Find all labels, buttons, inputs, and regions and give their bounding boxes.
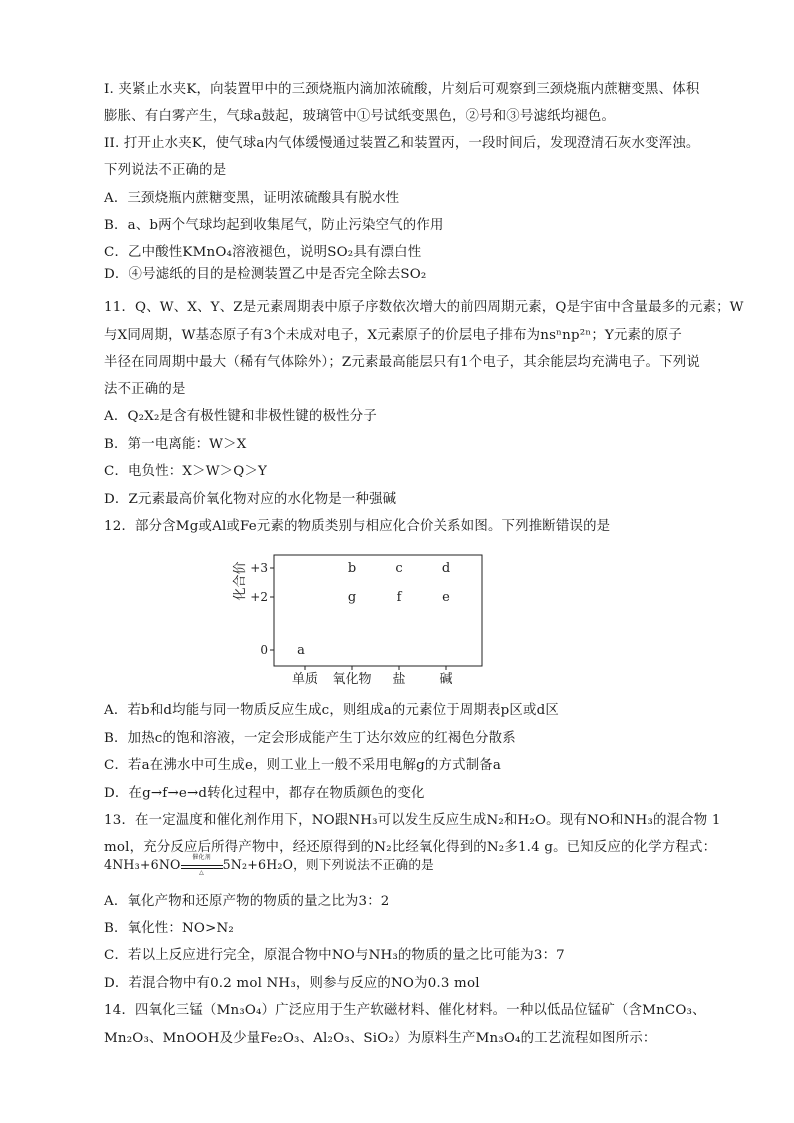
q10-option-d: D．④号滤纸的目的是检测装置乙中是否完全除去SO₂ (104, 267, 427, 282)
q13-option-c: C．若以上反应进行完全，原混合物中NO与NH₃的物质的量之比可能为3：7 (104, 948, 565, 963)
q10-option-c: C．乙中酸性KMnO₄溶液褪色，说明SO₂具有漂白性 (104, 245, 422, 260)
chart-point-g: g (347, 590, 357, 605)
equation-condition-bottom: △ (199, 868, 204, 876)
chart-point-b: b (347, 561, 357, 576)
q12-option-b: B．加热c的饱和溶液，一定会形成能产生丁达尔效应的红褐色分散系 (104, 731, 516, 746)
q13-option-a: A．氧化产物和还原产物的物质的量之比为3：2 (104, 894, 390, 909)
x-tick-label: 单质 (291, 672, 319, 687)
q13-line2: mol，充分反应后所得产物中，经还原得到的N₂比经氧化得到的N₂多1.4 g。已知反应的化学方程式： (104, 840, 717, 855)
y-tick-label: +2 (250, 590, 268, 604)
equation-arrow (181, 853, 223, 876)
equation-right: 5N₂+6H₂O，则下列说法不正确的是 (222, 857, 434, 872)
q12-option-c: C．若a在沸水中可生成e，则工业上一般不采用电解g的方式制备a (104, 758, 502, 773)
y-tick-label: 0 (260, 643, 268, 657)
q11-option-d: D．Z元素最高价氧化物对应的水化物是一种强碱 (104, 492, 397, 507)
equation-condition-top: 催化剂 (192, 853, 211, 861)
q14-line1: 14．四氧化三锰（Mn₃O₄）广泛应用于生产软磁材料、催化材料。一种以低品位锰矿（含MnCO₃、 (104, 1003, 706, 1018)
chart-point-a: a (297, 643, 305, 658)
q14-line2: Mn₂O₃、MnOOH及少量Fe₂O₃、Al₂O₃、SiO₂）为原料生产Mn₃O₄的工艺流程如图所示： (104, 1031, 657, 1046)
chart-frame (274, 555, 482, 666)
chart-point-d: d (441, 561, 451, 576)
q10-step1-line2: 膨胀、有白雾产生，气球a鼓起，玻璃管中①号试纸变黑色，②号和③号滤纸均褪色。 (104, 109, 616, 124)
q11-line3: 半径在同周期中最大（稀有气体除外）；Z元素最高能层只有1个电子，其余能层均充满电子。下列说 (104, 355, 700, 370)
y-axis-label: 化合价 (233, 561, 248, 601)
q13-option-b: B．氧化性：NO>N₂ (104, 921, 234, 936)
chart-point-c: c (395, 561, 403, 576)
q11-option-c: C．电负性：X＞W＞Q＞Y (104, 464, 268, 479)
chart-point-e: e (442, 590, 450, 605)
q11-line4: 法不正确的是 (104, 382, 186, 397)
q11-option-a: A．Q₂X₂是含有极性键和非极性键的极性分子 (104, 409, 377, 424)
chart-svg (230, 548, 500, 688)
q10-option-b: B．a、b两个气球均起到收集尾气，防止污染空气的作用 (104, 218, 444, 233)
q12-stem: 12．部分含Mg或Al或Fe元素的物质类别与相应化合价关系如图。下列推断错误的是 (104, 519, 611, 534)
q10-stem: 下列说法不正确的是 (104, 163, 227, 178)
q13-line1: 13．在一定温度和催化剂作用下，NO跟NH₃可以发生反应生成N₂和H₂O。现有NO和NH₃的混合物 1 (104, 813, 721, 828)
q12-option-d: D．在g→f→e→d转化过程中，都存在物质颜色的变化 (104, 786, 425, 801)
q10-step2: II. 打开止水夹K，使气球a内气体缓慢通过装置乙和装置丙，一段时间后，发现澄清石灰水变浑浊。 (104, 136, 700, 151)
q11-option-b: B．第一电离能：W＞X (104, 437, 247, 452)
q12-option-a: A．若b和d均能与同一物质反应生成c，则组成a的元素位于周期表p区或d区 (104, 703, 559, 718)
y-tick-label: +3 (250, 561, 268, 575)
equation-left: 4NH₃+6NO (104, 857, 181, 872)
q11-line2: 与X同周期，W基态原子有3个未成对电子，X元素原子的价层电子排布为nsⁿnp²ⁿ；Y元素的原子 (104, 328, 682, 343)
q13-option-d: D．若混合物中有0.2 mol NH₃，则参与反应的NO为0.3 mol (104, 976, 480, 991)
chart-point-f: f (396, 590, 402, 605)
x-tick-label: 碱 (439, 672, 453, 687)
x-tick-label: 氧化物 (332, 672, 372, 687)
valence-class-chart (230, 548, 500, 688)
q11-line1: 11．Q、W、X、Y、Z是元素周期表中原子序数依次增大的前四周期元素，Q是宇宙中含量最多的元素；W (104, 300, 744, 315)
x-tick-label: 盐 (392, 672, 406, 687)
q10-step1-line1: I. 夹紧止水夹K，向装置甲中的三颈烧瓶内滴加浓硫酸，片刻后可观察到三颈烧瓶内蔗糖变黑、体积 (104, 82, 700, 97)
q13-equation (104, 855, 434, 875)
q10-option-a: A．三颈烧瓶内蔗糖变黑，证明浓硫酸具有脱水性 (104, 191, 400, 206)
